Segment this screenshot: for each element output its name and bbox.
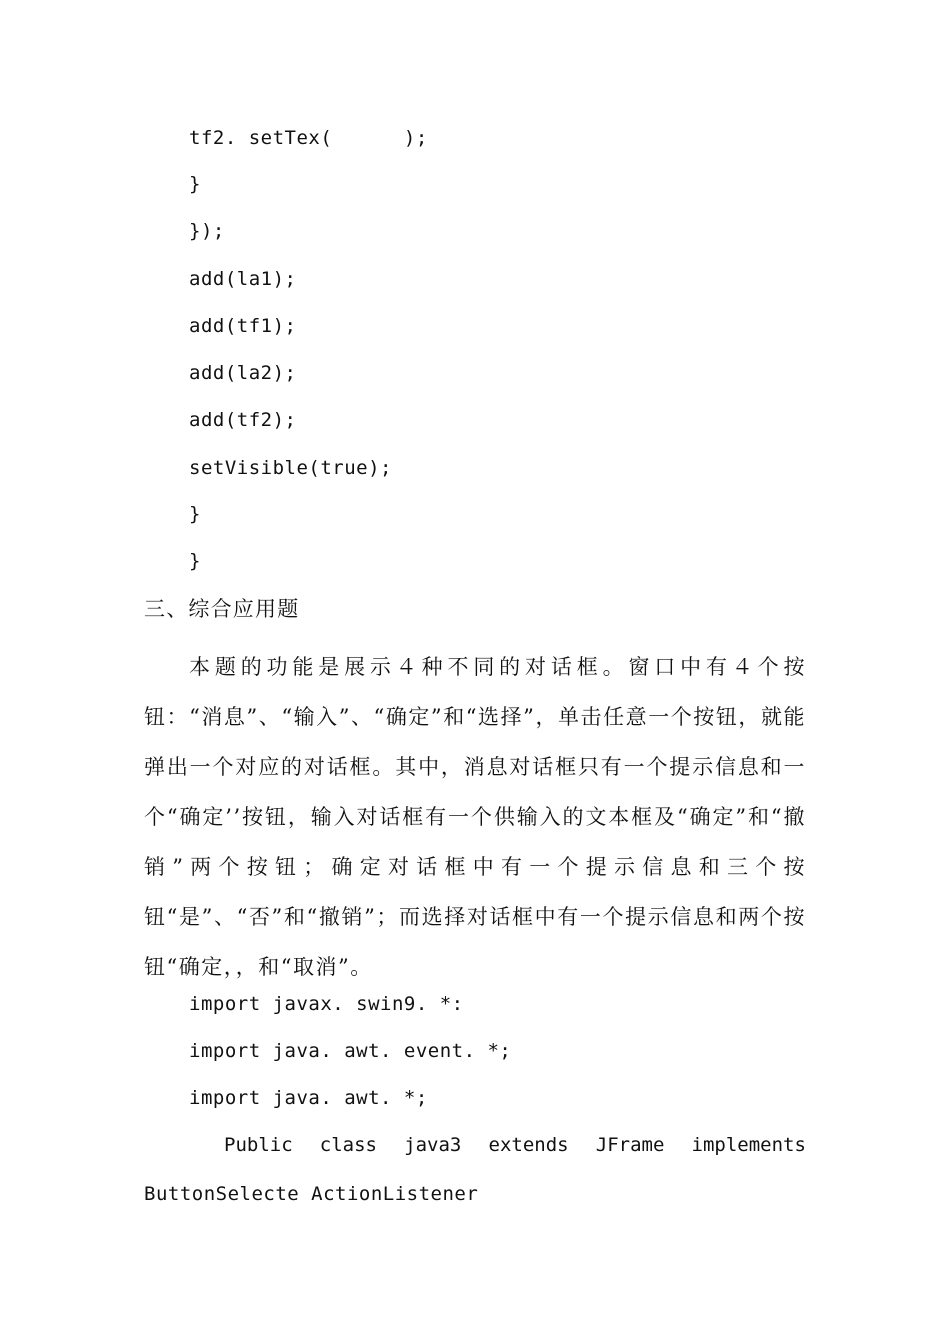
section-heading: 三、综合应用题 [144, 597, 300, 621]
class-decl-word: implements [691, 1134, 806, 1156]
class-declaration [224, 1131, 806, 1159]
import-line: import java. awt. event. *; [189, 1040, 512, 1062]
code-line: add(la1); [189, 268, 297, 290]
code-line: tf2. setTex( ); [189, 127, 428, 149]
code-line: } [189, 550, 201, 572]
class-decl-word: JFrame [595, 1134, 665, 1156]
code-line: add(tf2); [189, 409, 297, 431]
code-line: add(la2); [189, 362, 297, 384]
class-decl-word: java3 [404, 1134, 462, 1156]
code-line: } [189, 173, 201, 195]
code-line: setVisible(true); [189, 457, 392, 479]
class-declaration-continuation: ButtonSelecte ActionListener [144, 1183, 479, 1205]
import-line: import java. awt. *; [189, 1087, 428, 1109]
code-line: }); [189, 220, 225, 242]
code-line: add(tf1); [189, 315, 297, 337]
code-line: } [189, 503, 201, 525]
question-paragraph: 本题的功能是展示４种不同的对话框。窗口中有４个按钮：“消息”、“输入”、“确定”和“选择”，单击任意一个按钮，就能弹出一个对应的对话框。其中，消息对话框只有一个提示信息和一个“确定’’按钮，输入对话框有一个供输入的文本框及“确定”和“撤销”两个按钮；确定对话框中有一个提示信息和三个按钮“是”、“否”和“撤销”；而选择对话框中有一个提示信息和两个按钮“确定，，和“取消”。 [144, 655, 806, 979]
import-line: import javax. swin9. *: [189, 993, 464, 1015]
class-decl-word: class [319, 1134, 377, 1156]
class-decl-word: extends [488, 1134, 569, 1156]
class-decl-word: Public [224, 1134, 293, 1156]
